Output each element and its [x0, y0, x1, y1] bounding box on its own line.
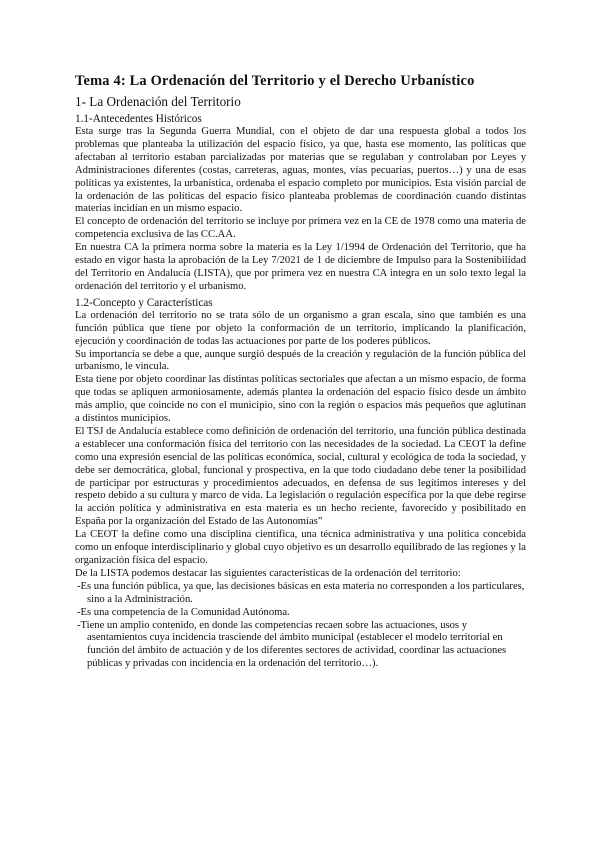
- paragraph: Su importancia se debe a que, aunque surgió después de la creación y regulación de la función pública del urbanismo, le vincula.: [75, 348, 526, 373]
- section-heading-1: 1- La Ordenación del Territorio: [75, 94, 241, 109]
- list-item: -Es una competencia de la Comunidad Autónoma.: [77, 606, 290, 618]
- list-item: -Es una función pública, ya que, las decisiones básicas en esta materia no corresponden a los particulares, sino a la Administración.: [77, 580, 525, 605]
- paragraph: El concepto de ordenación del territorio se incluye por primera vez en la CE de 1978 como una materia de competencia exclusiva de las CC.AA.: [75, 216, 526, 241]
- paragraph: El TSJ de Andalucía establece como definición de ordenación del territorio, una función pública destinada a establecer una conformación física del territorio con las necesidades de la sociedad. La CEOT la define como una expresión esencial de las políticas económica, social, cultural y ecológica de toda la sociedad, y debe ser democrática, global, funcional y prospectiva, en la que todo ciudadano debe tener la posibilidad de participar por estructuras y procedimientos adecuados, en defensa de sus legítimos intereses y del respeto debido a su cultura y marco de vida. La legislación o regulación específica por la que debe regirse la acción política y administrativa en esta materia es un hecho reciente, favorecido y posibilitado en España por la organización del Estado de las Autonomías”: [75, 425, 526, 528]
- characteristics-list: [75, 581, 526, 671]
- paragraph: Esta surge tras la Segunda Guerra Mundial, con el objeto de dar una respuesta global a todos los problemas que planteaba la utilización del espacio físico, ya que, hasta ese momento, las políticas que afectaban al territorio estaban parcializadas por materias que se regulaban y controlaban por Leyes y Administraciones diferentes (costas, carreteras, aguas, montes, vías pecuarias, puertos…) y una de esas políticas ya existentes, la urbanística, ordenaba el espacio completo por municipios. Esta visión parcial de la ordenación de las políticas del espacio físico planteaba problemas de coordinación cuando distintas materias incidían en un mismo espacio.: [75, 126, 526, 215]
- subsection-heading-1-1: 1.1-Antecedentes Históricos: [75, 113, 202, 125]
- document-title: Tema 4: La Ordenación del Territorio y el Derecho Urbanístico: [75, 73, 475, 89]
- subsection-heading-1-2: 1.2-Concepto y Características: [75, 296, 213, 309]
- paragraph: En nuestra CA la primera norma sobre la materia es la Ley 1/1994 de Ordenación del Territorio, que ha estado en vigor hasta la aprobación de la Ley 7/2021 de 1 de diciembre de Impulso para la Sostenibilidad del Territorio en Andalucía (LISTA), que por primera vez en nuestra CA integra en un solo texto legal la ordenación del territorio y el urbanismo.: [75, 242, 526, 292]
- list-item: -Tiene un amplio contenido, en donde las competencias recaen sobre las actuaciones, usos y asentamientos cuya incidencia trasciende del ámbito municipal (establecer el modelo territorial en función del ámbito de actuación y de los diferentes sectores de actividad, coordinar las actuaciones públicas y privadas con incidencia en la ordenación del territorio…).: [77, 619, 507, 670]
- paragraph: La CEOT la define como una disciplina científica, una técnica administrativa y una política concebida como un enfoque interdisciplinario y global cuyo objetivo es un desarrollo equilibrado de las regiones y la organización física del espacio.: [75, 529, 526, 566]
- paragraph: La ordenación del territorio no se trata sólo de un organismo a gran escala, sino que también es una función pública que tiene por objeto la conformación de un territorio, implicando la planificación, ejecución y coordinación de todas las actuaciones por parte de los poderes públicos.: [75, 309, 526, 347]
- paragraph: Esta tiene por objeto coordinar las distintas políticas sectoriales que afectan a un mismo espacio, de forma que todas se apliquen armoniosamente, además plantea la ordenación del espacio físico desde un ámbito más amplio, que coincide no con el municipio, sino con la región o espacios más pequeños que aglutinan a distintos municipios.: [75, 374, 526, 425]
- paragraph: De la LISTA podemos destacar las siguientes características de la ordenación del territorio:: [75, 567, 461, 579]
